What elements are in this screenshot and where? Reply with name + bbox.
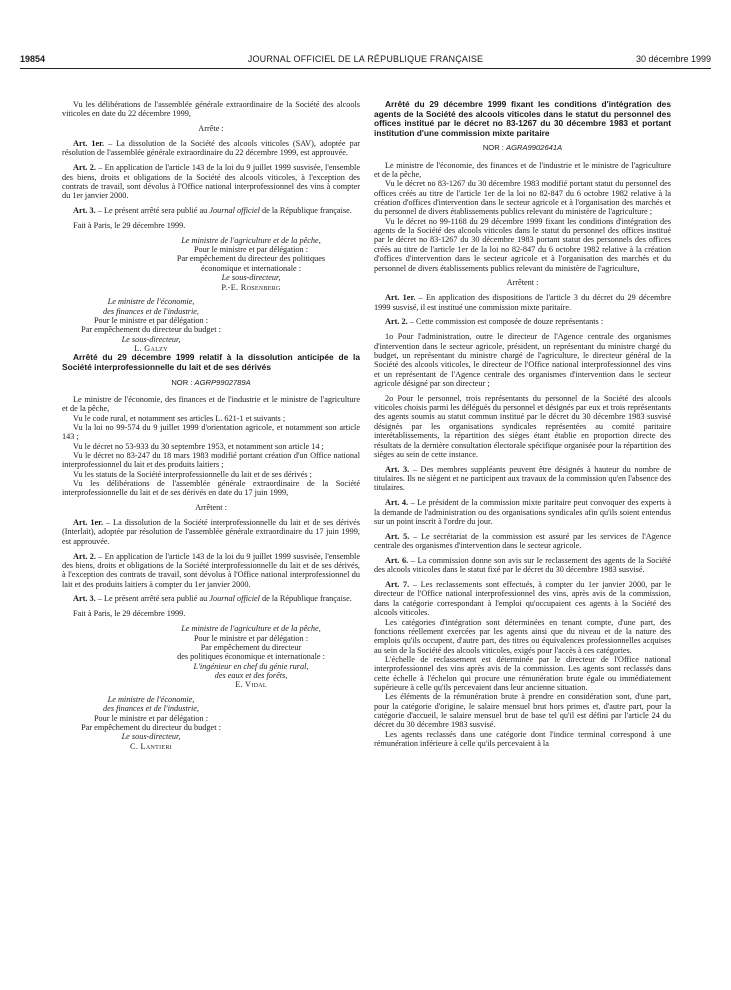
article-3: Art. 3. – Le présent arrêté sera publié au Journal officiel de la République française. (73, 206, 352, 216)
left-column (62, 100, 360, 980)
article-2: Art. 2. – Cette commission est composée de douze représentants : (385, 317, 604, 327)
nor-reference: NOR : AGRP9902789A (171, 377, 251, 387)
article-label: Art. 7. (385, 580, 410, 590)
article-label: Art. 1er. (73, 518, 104, 528)
article-6: Art. 6. – La commission donne son avis sur le reclassement des agents de la Société des alcools viticoles dans le statut fixé par le décret du 30 décembre 1983 susvisé. (374, 555, 671, 575)
article-3: Art. 3. – Des membres suppléants peuvent être désignés à hauteur du nombre de titulaires. Ils ne siègent et ne participent aux travaux de la commission qu'en l'absence des titulaires. (374, 464, 671, 493)
article-label: Art. 2. (73, 163, 96, 173)
visa: Vu les délibérations de l'assemblée générale extraordinaire de la Société interprofessionnelle du lait et de ses dérivés en date du 17 juin 1999, (62, 479, 360, 498)
signature-economie: Le ministre de l'économie, des finances et de l'industrie, Pour le ministre et par délégation : Par empêchement du directeur du budget : Le sous-directeur, C. Lantieri (81, 695, 221, 751)
header-rule (20, 68, 711, 69)
article-label: Art. 6. (385, 555, 409, 565)
article-7-paragraph: L'échelle de reclassement est déterminée par le directeur de l'Office national interprofessionnel des vins après avis de la commission. Les agents sont reclassés dans cette échelle à l'échelon qui procure une rémunération brute égale ou immédiatement supérieure à celle qu'ils percevaient dans leur ancienne situation. (374, 654, 671, 692)
visa: Vu la loi no 99-574 du 9 juillet 1999 d'orientation agricole, et notamment son article 143 ; (62, 422, 360, 442)
page-number: 19854 (20, 54, 46, 64)
fait-a-paris: Fait à Paris, le 29 décembre 1999. (73, 609, 186, 619)
article-2-item-2: 2o Pour le personnel, trois représentants du personnel de la Société des alcools viticoles choisis parmi les délégués du personnel et désignés par eux et trois représentants des agents soumis au statut commun institué par le décret du 30 décembre 1983 susvisé désignés par les organisations syndicales représentées au comité paritaire interétablissements, la répartition des sièges étant établie en proportion directe des résultats de la dernière consultation électorale spécifique organisée pour la répartition des sièges au sein de cette instance. (374, 393, 671, 459)
fait-a-paris: Fait à Paris, le 29 décembre 1999. (73, 220, 186, 230)
article-1: Art. 1er. – En application des dispositions de l'article 3 du décret du 29 décembre 1999 susvisé, il est institué une commission mixte paritaire. (374, 293, 671, 312)
arrete-label: Arrête : (198, 124, 224, 134)
article-2: Art. 2. – En application de l'article 143 de la loi du 9 juillet 1999 susvisée, l'ensemble des biens, droits et obligations de la Société interprofessionnelle du lait et de ses dérivés, à l'exception des contrats de travail, sont dévolus à l'Office national interprofessionnel du lait et des produits laitiers à compter du 1er janvier 2000. (62, 551, 360, 589)
article-7-paragraph: Les éléments de la rémunération brute à prendre en considération sont, d'une part, pour la catégorie d'origine, le salaire mensuel brut hors primes et, d'autre part, pour la catégorie d'accueil, le salaire mensuel brut de base tel qu'il est défini par l'article 24 du décret du 30 décembre 1983 susvisé. (374, 692, 671, 730)
article-label: Art. 2. (385, 317, 408, 327)
visa: Vu le décret no 99-1168 du 29 décembre 1999 fixant les conditions d'intégration des agents de la Société des alcools viticoles dans le statut du personnel des offices institué par le décret no 83-1267 du 30 décembre 1983 portant statut des personnels des offices créés au titre de l'article 1er de la loi no 82-847 du 6 octobre 1982 relative à la création d'offices d'intervention dans le secteur agricole et à l'organisation des marchés et du personnel de divers établissements publics relevant du ministère de l'agriculture, (374, 216, 671, 273)
visa: Vu le code rural, et notamment ses articles L. 621-1 et suivants ; (73, 413, 286, 423)
article-2: Art. 2. – En application de l'article 143 de la loi du 9 juillet 1999 susvisée, l'ensemble des biens, droits et obligations de la Société des alcools viticoles, à l'exception des contrats de travail, sont dévolus à l'Office national interprofessionnel des vins à compter du 1er janvier 2000. (62, 163, 360, 201)
article-7: Art. 7. – Les reclassements sont effectués, à compter du 1er janvier 2000, par le directeur de l'Office national interprofessionnel des vins, après avis de la commission, dans la catégorie correspondant à l'emploi qu'occupaient ces agents à la Société des alcools viticoles. (374, 580, 671, 618)
visa-ministres: Le ministre de l'économie, des finances et de l'industrie et le ministre de l'agriculture et de la pêche, (62, 394, 360, 414)
visa: Vu les statuts de la Société interprofessionnelle du lait et de ses dérivés ; (73, 469, 312, 479)
article-7-paragraph: Les agents reclassés dans une catégorie dont l'indice terminal correspond à une rémunération inférieure à celle qu'ils percevaient à la (374, 729, 671, 748)
nor-reference: NOR : AGRA9902641A (482, 143, 563, 153)
article-label: Art. 5. (385, 531, 410, 541)
article-4: Art. 4. – Le président de la commission mixte paritaire peut convoquer des experts à la demande de l'administration ou des organisations syndicales afin qu'ils soient entendus sur un point inscrit à l'ordre du jour. (374, 498, 671, 526)
visa-ministres: Le ministre de l'économie, des finances et de l'industrie et le ministre de l'agriculture et de la pêche, (374, 160, 671, 180)
arretent-label: Arrêtent : (506, 278, 539, 288)
page-header (20, 54, 711, 68)
article-label: Art. 3. (385, 464, 410, 474)
visa: Vu le décret no 53-933 du 30 septembre 1953, et notamment son article 14 ; (73, 441, 324, 451)
arrete-heading-interlait: Arrêté du 29 décembre 1999 relatif à la dissolution anticipée de la Société interprofessionnelle du lait et de ses dérivés (62, 352, 360, 372)
issue-date: 30 décembre 1999 (635, 54, 711, 64)
article-label: Art. 3. (73, 206, 96, 216)
article-1: Art. 1er. – La dissolution de la Société interprofessionnelle du lait et de ses dérivés (Interlait), adoptée par résolution de l'assemblée générale extraordinaire du 17 juin 1999, est approuvée. (62, 518, 360, 546)
signature-economie: Le ministre de l'économie, des finances et de l'industrie, Pour le ministre et par délégation : Par empêchement du directeur du budget : Le sous-directeur, L. Galzy (81, 297, 221, 354)
article-2-item-1: 1o Pour l'administration, outre le directeur de l'Agence centrale des organismes d'intervention dans le secteur agricole, président, un représentant du ministre chargé du budget, un représentant du ministre chargé de l'agriculture, le directeur général de la Société des alcools viticoles, le directeur de l'Office national interprofessionnel des vins et un représentant de l'Agence centrale des organismes d'intervention dans le secteur agricole désigné par son directeur ; (374, 332, 671, 388)
article-7-paragraph: Les catégories d'intégration sont déterminées en tenant compte, d'une part, des fonctions réellement exercées par les agents ainsi que du niveau et de la nature des emplois qu'ils occupent, d'autre part, des titres ou équivalences professionnelles acquises au sein de la Société des alcools viticoles, exigés pour l'accès à ces catégories. (374, 617, 671, 655)
article-5: Art. 5. – Le secrétariat de la commission est assuré par les services de l'Agence centrale des organismes d'intervention dans le secteur agricole. (374, 531, 671, 551)
article-label: Art. 1er. (73, 139, 105, 149)
visa: Vu le décret no 83-247 du 18 mars 1983 modifié portant création d'un Office national interprofessionnel du lait et des produits laitiers ; (62, 451, 360, 470)
article-label: Art. 1er. (385, 293, 416, 303)
visa: Vu le décret no 83-1267 du 30 décembre 1983 modifié portant statut du personnel des offices créés au titre de l'article 1er de la loi no 82-847 du 6 octobre 1982 relative à la création d'offices d'intervention dans le secteur agricole et à l'organisation des marchés et du personnel de divers établissements publics relevant du ministère de l'agriculture ; (374, 179, 671, 217)
arretent-label: Arrêtent : (195, 503, 227, 513)
article-label: Art. 2. (73, 551, 96, 561)
signature-agriculture: Le ministre de l'agriculture et de la pêche, Pour le ministre et par délégation : Par empêchement du directeur des politiques économique et internationale : L'ingénieur en chef du génie rural, des eaux et des forêts, E. Vidal (177, 624, 325, 690)
article-label: Art. 4. (385, 498, 409, 508)
vu-deliberations: Vu les délibérations de l'assemblée générale extraordinaire de la Société des alcools viticoles en date du 22 décembre 1999, (62, 100, 360, 119)
article-label: Art. 3. (73, 594, 96, 604)
journal-title: JOURNAL OFFICIEL DE LA RÉPUBLIQUE FRANÇAISE (247, 54, 484, 64)
article-1: Art. 1er. – La dissolution de la Société des alcools viticoles (SAV), adoptée par résolution de l'assemblée générale extraordinaire du 22 décembre 1999, est approuvée. (62, 139, 360, 158)
right-column (374, 100, 671, 980)
article-3: Art. 3. – Le présent arrêté sera publié au Journal officiel de la République française. (73, 594, 352, 604)
signature-agriculture: Le ministre de l'agriculture et de la pêche, Pour le ministre et par délégation : Par empêchement du directeur des politiques économique et internationale : Le sous-directeur, P.-E. Rosenberg (176, 235, 326, 292)
arrete-heading-integration: Arrêté du 29 décembre 1999 fixant les conditions d'intégration des agents de la Société des alcools viticoles dans le statut du personnel des offices institué par le décret no 83-1267 du 30 décembre 1983 et portant institution d'une commission mixte paritaire (374, 100, 671, 138)
